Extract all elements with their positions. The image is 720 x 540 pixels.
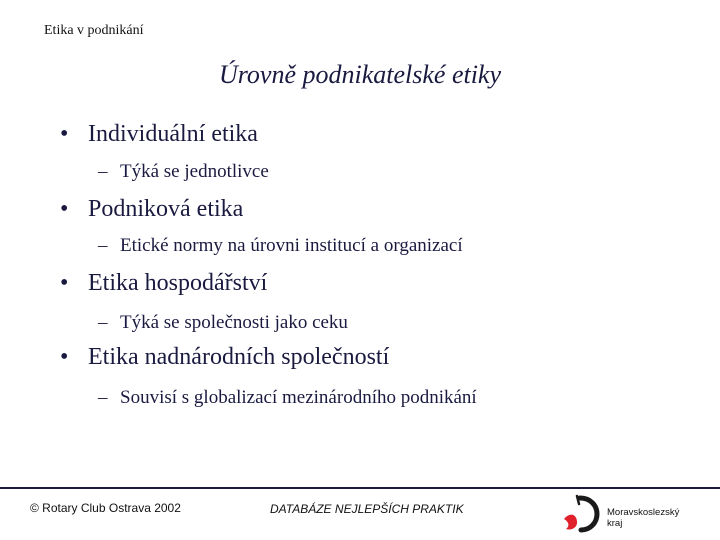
sub-label: Souvisí s globalizací mezinárodního podnikání <box>120 387 477 408</box>
slide-title-text: Úrovně podnikatelské etiky <box>218 60 502 89</box>
sub-item <box>98 387 477 409</box>
dash-symbol: – <box>98 161 108 182</box>
bullet-symbol: • <box>60 196 69 222</box>
sub-item <box>98 235 463 257</box>
bullet-label: Etika hospodářství <box>88 270 268 296</box>
sub-label: Etické normy na úrovni institucí a organizací <box>120 235 463 256</box>
dash-symbol: – <box>98 235 108 256</box>
bullet-symbol: • <box>60 270 69 296</box>
sub-item <box>98 312 348 334</box>
bullet-item <box>60 121 258 148</box>
moravskoslezsky-kraj-logo-icon <box>560 492 600 534</box>
sub-label: Týká se společnosti jako ceku <box>120 312 348 333</box>
header-text: Etika v podnikání <box>44 23 144 38</box>
dash-symbol: – <box>98 387 108 408</box>
logo-line-2: kraj <box>607 518 623 529</box>
footer-database-title: DATABÁZE NEJLEPŠÍCH PRAKTIK <box>270 502 464 516</box>
bullet-label: Individuální etika <box>88 121 258 147</box>
dash-symbol: – <box>98 312 108 333</box>
sub-label: Týká se jednotlivce <box>120 161 269 182</box>
bullet-symbol: • <box>60 344 69 370</box>
footer-divider <box>0 487 720 489</box>
footer-copyright: © Rotary Club Ostrava 2002 <box>30 501 181 515</box>
bullet-item <box>60 344 389 371</box>
bullet-label: Etika nadnárodních společností <box>88 344 390 370</box>
bullet-symbol: • <box>60 121 69 147</box>
logo-wordmark <box>607 507 679 529</box>
bullet-item <box>60 270 267 297</box>
bullet-label: Podniková etika <box>88 196 244 222</box>
logo-line-1: Moravskoslezský <box>607 507 680 518</box>
bullet-item <box>60 196 243 223</box>
sub-item <box>98 161 269 183</box>
